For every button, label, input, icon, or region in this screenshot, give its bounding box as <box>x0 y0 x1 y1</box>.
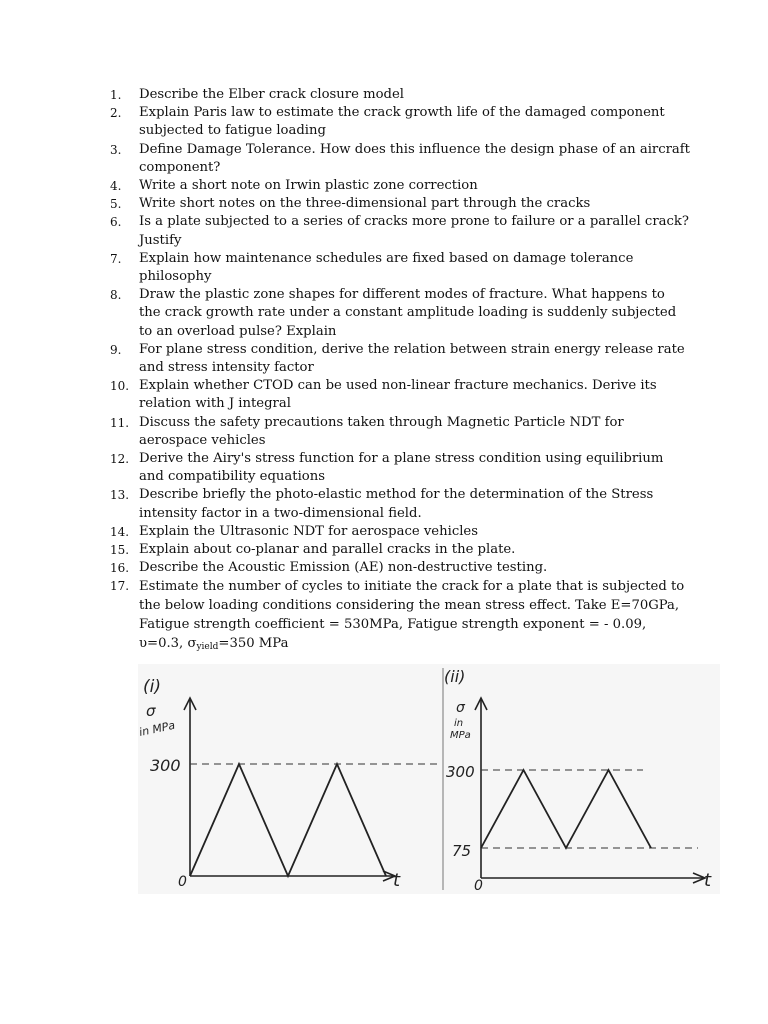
panel-i-origin: 0 <box>178 874 187 890</box>
panel-ii <box>444 667 712 894</box>
question-item <box>110 104 690 140</box>
panel-ii-ylabel-in: in <box>454 718 464 729</box>
panel-ii-load-wave <box>481 770 651 848</box>
question-number: 17. <box>110 579 130 594</box>
question-item <box>110 250 690 286</box>
question-text <box>139 577 690 657</box>
panel-ii-origin: 0 <box>474 878 483 894</box>
question-text: Define Damage Tolerance. How does this influence the design phase of an aircraft component? <box>139 141 690 175</box>
question-item <box>110 450 690 486</box>
question-text: For plane stress condition, derive the relation between strain energy release rate and stress intensity factor <box>139 341 685 376</box>
loading-diagram <box>138 664 720 894</box>
question-text: Explain how maintenance schedules are fixed based on damage tolerance philosophy <box>139 250 634 285</box>
question-item <box>110 414 690 450</box>
panel-i-sigma-symbol: σ <box>146 702 156 720</box>
question-number: 9. <box>110 342 122 357</box>
question-number: 5. <box>110 197 122 212</box>
question-item <box>110 177 690 195</box>
panel-i-ylabel: in MPa <box>138 718 177 739</box>
question-text: Write a short note on Irwin plastic zone correction <box>139 178 478 194</box>
question-text: Describe the Acoustic Emission (AE) non-destructive testing. <box>139 560 548 576</box>
question-item <box>110 86 690 104</box>
question-number: 16. <box>110 561 130 576</box>
question-text: Explain the Ultrasonic NDT for aerospace vehicles <box>139 523 478 539</box>
loading-diagram-figure <box>138 664 720 894</box>
question-list <box>110 86 690 657</box>
question-item <box>110 523 690 541</box>
question-text: Explain about co-planar and parallel cracks in the plate. <box>139 542 516 558</box>
panel-i-xlabel: t <box>393 870 401 891</box>
panel-i-label: (i) <box>143 677 161 697</box>
question-item <box>110 541 690 559</box>
panel-ii-ytick-300: 300 <box>446 763 475 781</box>
question-number: 6. <box>110 215 122 230</box>
question-number: 10. <box>110 379 130 394</box>
sigma-subscript: yield <box>196 642 219 653</box>
question-number: 3. <box>110 142 122 157</box>
question-number: 1. <box>110 88 122 102</box>
question-number: 12. <box>110 452 130 467</box>
panel-i-ytick-300: 300 <box>150 756 181 775</box>
question-text: Describe the Elber crack closure model <box>139 87 404 102</box>
panel-i-load-wave <box>190 764 386 876</box>
question-number: 11. <box>110 415 130 430</box>
question-item <box>110 559 690 577</box>
question-text: Write short notes on the three-dimensional part through the cracks <box>139 196 591 212</box>
question-text: Is a plate subjected to a series of cracks more prone to failure or a parallel crack? Justify <box>139 214 689 248</box>
panel-ii-label: (ii) <box>444 667 466 686</box>
question-text: Explain Paris law to estimate the crack growth life of the damaged component subjected to fatigue loading <box>139 105 665 139</box>
question-number: 2. <box>110 106 122 121</box>
question-item <box>110 286 690 341</box>
question-number: 4. <box>110 179 122 194</box>
question-item <box>110 213 690 249</box>
question-item <box>110 195 690 213</box>
question-item <box>110 341 690 377</box>
question-text: Draw the plastic zone shapes for different modes of fracture. What happens to the crack growth rate under a constant amplitude loading is suddenly subjected to an overload pulse? Explain <box>139 287 677 339</box>
question-17-body: Estimate the number of cycles to initiate the crack for a plate that is subjected to the below loading conditions considering the mean stress effect. Take E=70GPa, Fatigue strength coefficient = 530MPa, Fatigue strength exponent = - 0.09, υ=0.3, <box>139 579 685 652</box>
panel-ii-ylabel-mpa: MPa <box>450 730 471 741</box>
question-number: 8. <box>110 288 122 303</box>
question-item <box>110 577 690 657</box>
question-item <box>110 141 690 177</box>
question-item <box>110 377 690 413</box>
sigma-symbol: σ <box>187 636 197 652</box>
panel-ii-xlabel: t <box>704 870 712 891</box>
question-number: 7. <box>110 251 122 266</box>
panel-ii-sigma-symbol: σ <box>456 700 465 716</box>
panel-ii-ytick-75: 75 <box>452 842 472 860</box>
question-text: Discuss the safety precautions taken through Magnetic Particle NDT for aerospace vehicles <box>139 414 624 448</box>
question-text: Explain whether CTOD can be used non-linear fracture mechanics. Derive its relation with J integral <box>139 378 657 412</box>
question-number: 13. <box>110 488 130 503</box>
question-text: Describe briefly the photo-elastic method for the determination of the Stress intensity factor in a two-dimensional field. <box>139 487 654 521</box>
panel-i <box>138 677 438 891</box>
question-number: 15. <box>110 543 130 558</box>
sigma-value: =350 MPa <box>218 636 289 652</box>
question-text: Derive the Airy's stress function for a plane stress condition using equilibrium and compatibility equations <box>139 451 664 485</box>
question-number: 14. <box>110 524 130 539</box>
question-item <box>110 486 690 522</box>
